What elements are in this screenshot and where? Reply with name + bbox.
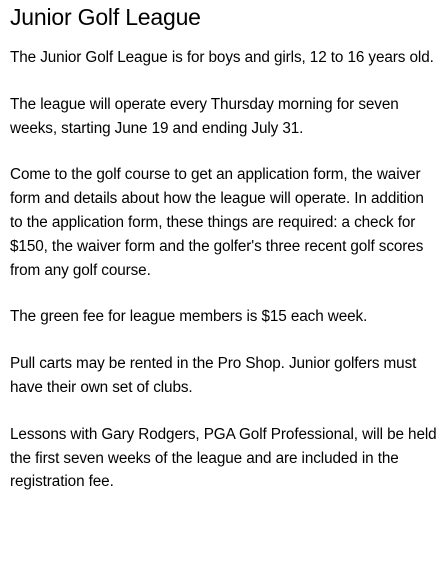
paragraph-pull-carts: Pull carts may be rented in the Pro Shop. Junior golfers must have their own set of clubs. <box>10 355 417 396</box>
paragraph-eligibility: The Junior Golf League is for boys and girls, 12 to 16 years old. <box>10 49 434 66</box>
paragraph-lessons: Lessons with Gary Rodgers, PGA Golf Professional, will be held the first seven weeks of the league and are included in the registration fee. <box>10 425 437 491</box>
paragraph-schedule: The league will operate every Thursday morning for seven weeks, starting June 19 and ending July 31. <box>10 95 399 137</box>
paragraph-application: Come to the golf course to get an application form, the waiver form and details about how the league will operate. In addition to the application form, these things are required: a check for $150, the waiver form and the golfer's three recent golf scores from any golf course. <box>10 166 424 279</box>
document-title: Junior Golf League <box>10 4 201 30</box>
paragraph-green-fee: The green fee for league members is $15 each week. <box>10 308 368 326</box>
